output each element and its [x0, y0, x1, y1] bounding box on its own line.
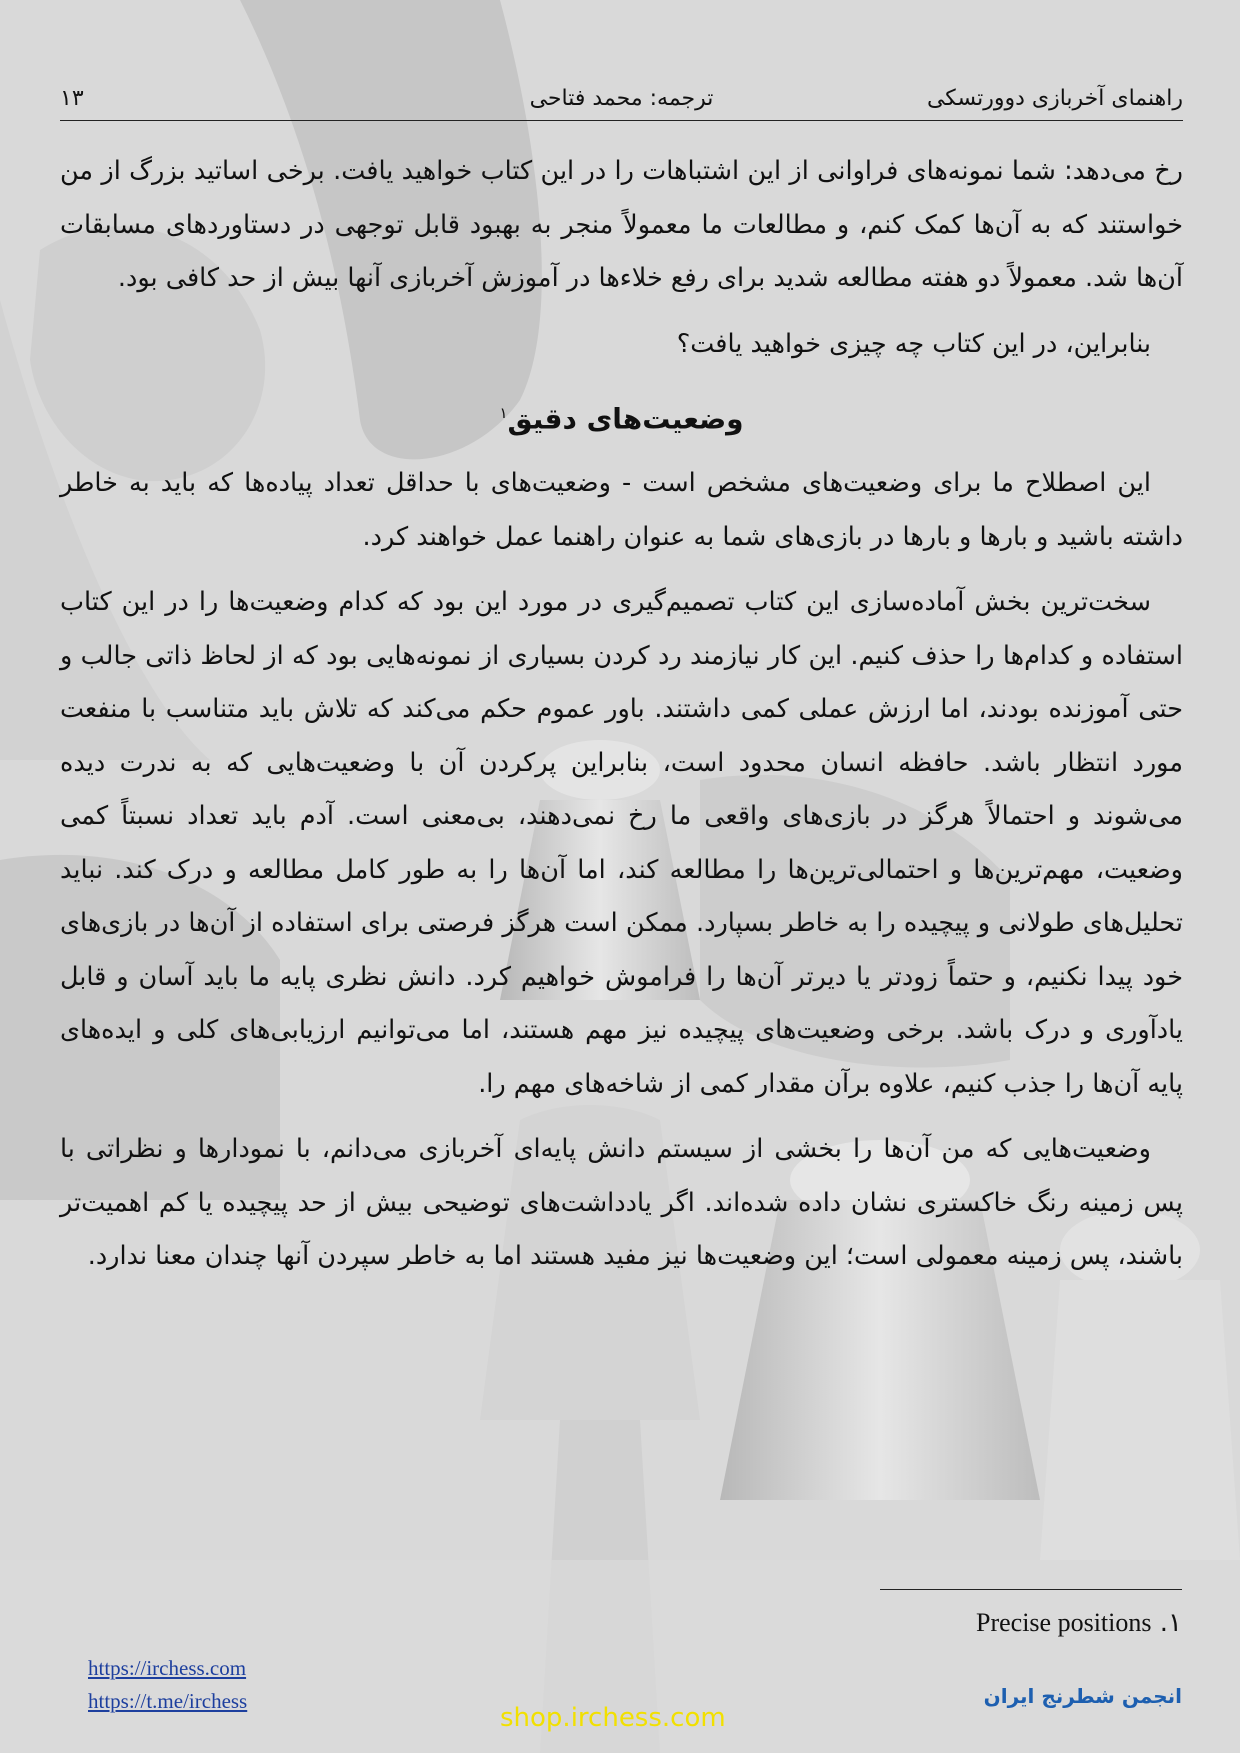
- society-name: انجمن شطرنج ایران: [983, 1684, 1182, 1708]
- paragraph-4: سخت‌ترین بخش آماده‌سازی این کتاب تصمیم‌گیری در مورد این بود که کدام وضعیت‌ها را در این کتاب استفاده و کدام‌ها را حذف کنیم. این کار نیازمند رد کردن بسیاری از نمونه‌هایی بود که از لحاظ ذاتی جالب و حتی آموزنده بودند، اما ارزش عملی کمی داشتند. باور عموم حکم می‌کند که تلاش باید متناسب با منفعت مورد انتظار باشد. حافظه انسان محدود است، بنابراین پرکردن آن با وضعیت‌هایی که به ندرت دیده می‌شوند و احتمالاً هرگز در بازی‌های واقعی ما رخ نمی‌دهند، بی‌معنی است. آدم باید تعداد نسبتاً کمی وضعیت، مهم‌ترین‌ها و احتمالی‌ترین‌ها را مطالعه کند، اما آن‌ها را به طور کامل مطالعه و درک کند. نباید تحلیل‌های طولانی و پیچیده را به خاطر بسپارد. ممکن است هرگز فرصتی برای استفاده از آن‌ها در بازی‌های خود پیدا نکنیم، و حتماً زودتر یا دیرتر آن‌ها را فراموش خواهیم کرد. دانش نظری پایه ما باید آسان و قابل یادآوری و درک باشد. برخی وضعیت‌های پیچیده نیز مهم هستند، اما می‌توانیم ارزیابی‌های کلی و ایده‌های پایه آن‌ها را جذب کنیم، علاوه برآن مقدار کمی از شاخه‌های مهم را.: [60, 587, 1183, 1099]
- paragraph-2: بنابراین، در این کتاب چه چیزی خواهید یافت؟: [676, 328, 1151, 359]
- book-title: راهنمای آخربازی دوورتسکی: [926, 86, 1183, 111]
- paragraph-3: این اصطلاح ما برای وضعیت‌های مشخص است - وضعیت‌های با حداقل تعداد پیاده‌ها که باید به خاطر داشته باشید و بارها و بارها در بازی‌های شما به عنوان راهنما عمل خواهند کرد.: [60, 468, 1183, 552]
- footnote-text: Precise positions: [976, 1608, 1152, 1637]
- footnote-separator: .: [1151, 1608, 1169, 1638]
- paragraph-5: وضعیت‌هایی که من آن‌ها را بخشی از سیستم دانش پایه‌ای آخربازی می‌دانم، با نمودارها و نظراتی با پس زمینه رنگ خاکستری نشان داده شده‌اند. اگر یادداشت‌های توضیحی بیش از حد پیچیده یا کم اهمیت‌تر باشند، پس زمینه معمولی است؛ این وضعیت‌ها نیز مفید هستند اما به خاطر سپردن آنها چندان معنا ندارد.: [60, 1134, 1183, 1272]
- telegram-link[interactable]: https://t.me/irchess: [88, 1689, 248, 1713]
- page-number: ۱۳: [60, 86, 84, 111]
- main-text: [60, 145, 1183, 1296]
- footnote-number: ۱: [1168, 1608, 1182, 1638]
- section-heading-text: وضعیت‌های دقیق: [507, 402, 744, 436]
- shop-watermark: shop.irchess.com: [500, 1703, 726, 1733]
- section-heading: [60, 383, 1183, 449]
- page-header: [60, 80, 1183, 121]
- paragraph-1: رخ می‌دهد: شما نمونه‌های فراوانی از این اشتباهات را در این کتاب خواهید یافت. برخی اساتید بزرگ از من خواستند که به آن‌ها کمک کنم، و مطالعات ما معمولاً منجر به بهبود قابل توجهی در دستاوردهای مسابقات آن‌ها شد. معمولاً دو هفته مطالعه شدید برای رفع خلاءها در آموزش آخربازی آنها بیش از حد کافی بود.: [60, 156, 1183, 293]
- translator-credit: ترجمه: محمد فتاحی: [529, 86, 714, 111]
- website-link[interactable]: https://irchess.com: [88, 1656, 247, 1680]
- footnote: [976, 1608, 1182, 1638]
- footer-links: [88, 1652, 247, 1718]
- footnote-divider: [880, 1589, 1182, 1590]
- footnote-ref: ۱: [499, 404, 508, 422]
